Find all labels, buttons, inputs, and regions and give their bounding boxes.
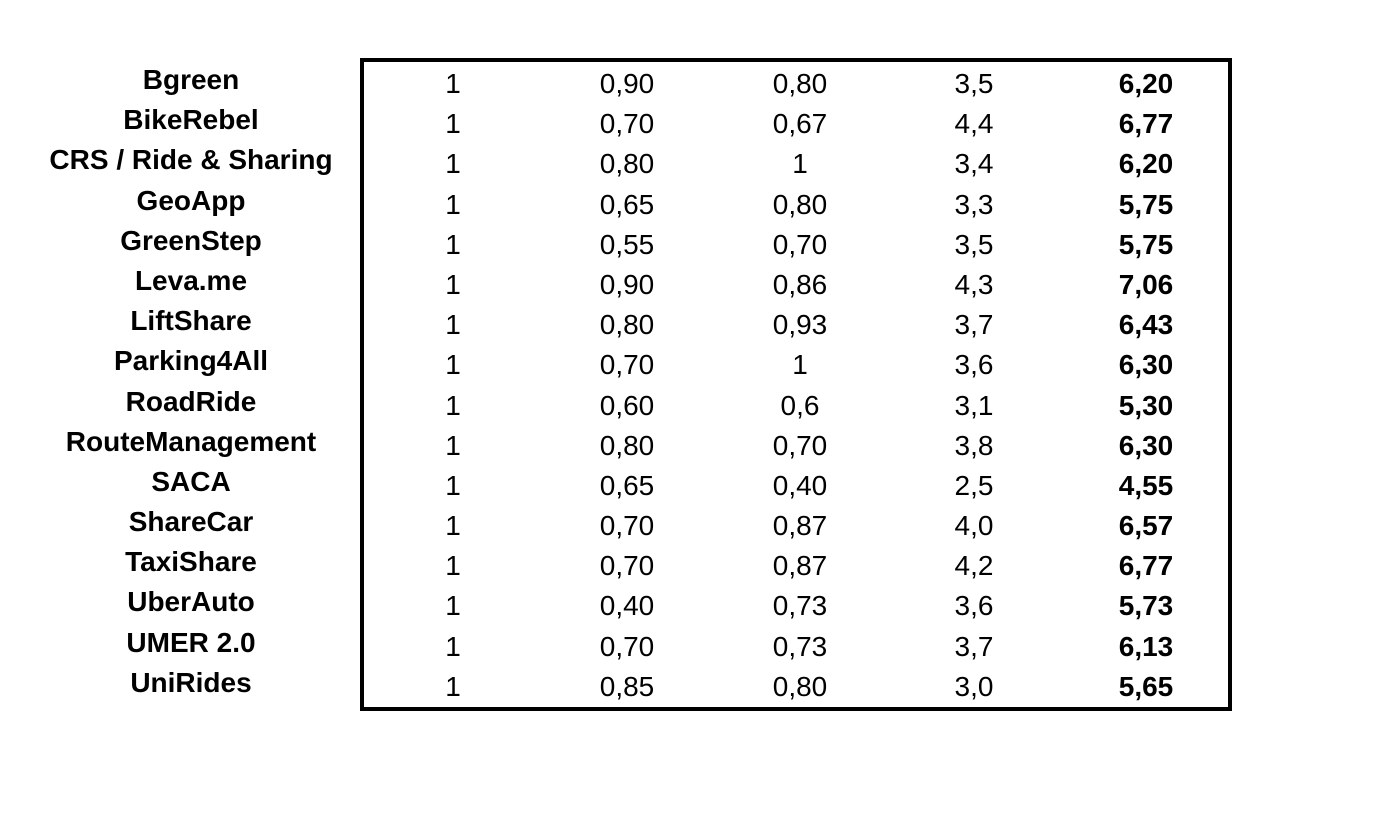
row-label: GreenStep xyxy=(120,224,262,256)
cell-c4: 3,7 xyxy=(954,309,994,341)
cell-c3: 0,93 xyxy=(772,309,828,341)
cell-c4: 3,4 xyxy=(954,148,994,180)
row-label: GeoApp xyxy=(136,184,246,216)
table-row xyxy=(364,225,1228,265)
cell-total: 5,65 xyxy=(1118,670,1174,702)
cell-c2: 0,90 xyxy=(599,268,655,300)
data-table xyxy=(360,58,1232,711)
cell-c3: 0,87 xyxy=(772,510,828,542)
row-label: UniRides xyxy=(130,666,252,698)
cell-c4: 4,3 xyxy=(954,268,994,300)
cell-c3: 0,80 xyxy=(772,188,828,220)
cell-total: 4,55 xyxy=(1118,469,1174,501)
cell-total: 5,75 xyxy=(1118,188,1174,220)
table-row xyxy=(364,144,1228,184)
cell-c3: 0,40 xyxy=(772,469,828,501)
cell-total: 7,06 xyxy=(1118,268,1174,300)
table-row xyxy=(364,185,1228,225)
cell-c3: 0,73 xyxy=(772,590,828,622)
cell-c3: 0,80 xyxy=(772,670,828,702)
cell-total: 5,73 xyxy=(1118,590,1174,622)
row-label: Bgreen xyxy=(142,64,240,95)
cell-c2: 0,80 xyxy=(599,309,655,341)
table-row xyxy=(364,586,1228,626)
cell-c1: 1 xyxy=(445,590,461,622)
cell-c2: 0,80 xyxy=(599,429,655,461)
cell-c1: 1 xyxy=(445,68,461,99)
cell-c3: 0,70 xyxy=(772,429,828,461)
cell-c2: 0,40 xyxy=(599,590,655,622)
table-row xyxy=(364,627,1228,667)
row-label: RoadRide xyxy=(125,385,257,417)
cell-c2: 0,70 xyxy=(599,550,655,582)
row-label: LiftShare xyxy=(130,305,252,337)
cell-total: 6,43 xyxy=(1118,309,1174,341)
cell-c3: 1 xyxy=(792,349,808,381)
table-row xyxy=(364,386,1228,426)
cell-c4: 4,0 xyxy=(954,510,994,542)
cell-c1: 1 xyxy=(445,228,461,260)
cell-c3: 1 xyxy=(792,148,808,180)
cell-c1: 1 xyxy=(445,108,461,140)
cell-c4: 3,8 xyxy=(954,429,994,461)
cell-c1: 1 xyxy=(445,309,461,341)
row-label: SACA xyxy=(151,465,231,497)
cell-c2: 0,85 xyxy=(599,670,655,702)
cell-c2: 0,65 xyxy=(599,469,655,501)
cell-c3: 0,86 xyxy=(772,268,828,300)
cell-c1: 1 xyxy=(445,429,461,461)
table-rows xyxy=(364,64,1228,707)
cell-total: 5,75 xyxy=(1118,228,1174,260)
cell-c4: 3,6 xyxy=(954,590,994,622)
cell-c4: 3,5 xyxy=(954,228,994,260)
cell-total: 6,20 xyxy=(1118,148,1174,180)
cell-c4: 4,2 xyxy=(954,550,994,582)
row-labels xyxy=(28,60,354,703)
cell-c3: 0,70 xyxy=(772,228,828,260)
cell-c1: 1 xyxy=(445,670,461,702)
cell-c4: 2,5 xyxy=(954,469,994,501)
table-row xyxy=(364,466,1228,506)
cell-c2: 0,70 xyxy=(599,349,655,381)
cell-c2: 0,70 xyxy=(599,510,655,542)
cell-total: 5,30 xyxy=(1118,389,1174,421)
table-row xyxy=(364,345,1228,385)
cell-c2: 0,70 xyxy=(599,630,655,662)
row-label: BikeRebel xyxy=(123,104,259,136)
row-label: Leva.me xyxy=(134,264,248,296)
cell-c1: 1 xyxy=(445,469,461,501)
cell-c3: 0,87 xyxy=(772,550,828,582)
row-label: TaxiShare xyxy=(125,546,257,578)
cell-total: 6,77 xyxy=(1118,550,1174,582)
cell-c4: 3,3 xyxy=(954,188,994,220)
row-label: Parking4All xyxy=(113,345,269,377)
cell-c1: 1 xyxy=(445,630,461,662)
cell-c1: 1 xyxy=(445,188,461,220)
row-label: ShareCar xyxy=(128,506,254,538)
table-row xyxy=(364,64,1228,104)
cell-total: 6,77 xyxy=(1118,108,1174,140)
table-row xyxy=(364,667,1228,707)
row-label: UberAuto xyxy=(127,586,255,618)
cell-c4: 3,7 xyxy=(954,630,994,662)
cell-c2: 0,65 xyxy=(599,188,655,220)
cell-c3: 0,67 xyxy=(772,108,828,140)
table-row xyxy=(364,546,1228,586)
cell-c2: 0,80 xyxy=(599,148,655,180)
cell-c2: 0,55 xyxy=(599,228,655,260)
table-row xyxy=(364,265,1228,305)
table-row xyxy=(364,305,1228,345)
row-label: RouteManagement xyxy=(65,425,317,457)
cell-c3: 0,80 xyxy=(772,68,828,99)
cell-c1: 1 xyxy=(445,268,461,300)
cell-c3: 0,73 xyxy=(772,630,828,662)
cell-c1: 1 xyxy=(445,389,461,421)
cell-total: 6,20 xyxy=(1118,68,1174,99)
cell-c4: 3,5 xyxy=(954,68,994,99)
cell-total: 6,13 xyxy=(1118,630,1174,662)
cell-c1: 1 xyxy=(445,349,461,381)
table-row xyxy=(364,426,1228,466)
table-row xyxy=(364,104,1228,144)
cell-c4: 4,4 xyxy=(954,108,994,140)
row-label: UMER 2.0 xyxy=(126,626,256,658)
cell-c4: 3,6 xyxy=(954,349,994,381)
cell-c2: 0,70 xyxy=(599,108,655,140)
cell-c1: 1 xyxy=(445,550,461,582)
cell-c2: 0,90 xyxy=(599,68,655,99)
cell-c1: 1 xyxy=(445,510,461,542)
row-label: CRS / Ride & Sharing xyxy=(49,144,333,176)
cell-c4: 3,1 xyxy=(954,389,994,421)
cell-c2: 0,60 xyxy=(599,389,655,421)
cell-c1: 1 xyxy=(445,148,461,180)
cell-total: 6,57 xyxy=(1118,510,1174,542)
cell-c3: 0,6 xyxy=(780,389,820,421)
cell-total: 6,30 xyxy=(1118,429,1174,461)
table-row xyxy=(364,506,1228,546)
cell-c4: 3,0 xyxy=(954,670,994,702)
cell-total: 6,30 xyxy=(1118,349,1174,381)
